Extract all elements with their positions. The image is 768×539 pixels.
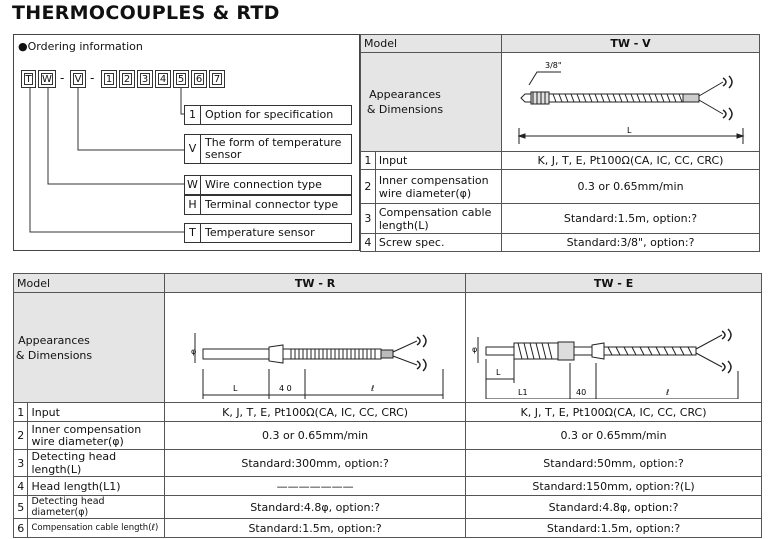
appearance-label: Appearances & Dimensions <box>14 293 165 403</box>
option-row-w: W Wire connection type <box>184 175 352 195</box>
row-num: 1 <box>14 403 28 422</box>
page-title: THERMOCOUPLES & RTD <box>12 2 280 24</box>
row-value-screw-spec: Standard:3/8", option:? <box>502 234 760 252</box>
code-box-4: 4 <box>155 70 171 88</box>
ell-label: ℓ <box>666 388 670 397</box>
row-label-wire-diameter: Inner compensation wire diameter(φ) <box>375 170 501 204</box>
appearance-label: Appearances & Dimensions <box>361 53 502 152</box>
tw-e-head-length-l1: Standard:150mm, option:?(L) <box>466 477 762 496</box>
row-value-input: K, J, T, E, Pt100Ω(CA, IC, CC, CRC) <box>502 152 760 170</box>
tw-e-wire-diameter: 0.3 or 0.65mm/min <box>466 422 762 450</box>
d40-label: 40 <box>576 388 587 397</box>
code-box-w: W <box>38 70 56 88</box>
option-row-h: H Terminal connector type <box>184 195 352 215</box>
row-label-wire-diameter: Inner compensation wire diameter(φ) <box>28 422 165 450</box>
tw-e-cable-length: Standard:1.5m, option:? <box>466 519 762 538</box>
row-num: 4 <box>361 234 376 252</box>
code-box-6: 6 <box>191 70 207 88</box>
tw-v-sensor-drawing <box>503 54 759 149</box>
phi-label: φ <box>191 347 197 356</box>
code-dash: - <box>60 71 65 85</box>
l-label: L <box>496 368 501 377</box>
row-num: 3 <box>361 204 376 234</box>
tw-e-input: K, J, T, E, Pt100Ω(CA, IC, CC, CRC) <box>466 403 762 422</box>
code-box-2: 2 <box>119 70 135 88</box>
code-box-5: 5 <box>173 70 189 88</box>
tw-r-cable-length: Standard:1.5m, option:? <box>165 519 466 538</box>
option-row-v: V The form of temperature sensor <box>184 134 352 164</box>
code-box-1: 1 <box>101 70 117 88</box>
row-label-cable-length: Compensation cable length(L) <box>375 204 501 234</box>
row-label-screw-spec: Screw spec. <box>375 234 501 252</box>
row-value-wire-diameter: 0.3 or 0.65mm/min <box>502 170 760 204</box>
tw-r-drawing-cell <box>165 293 466 403</box>
row-num: 6 <box>14 519 28 538</box>
model-tw-v: TW - V <box>502 35 760 53</box>
row-label-input: Input <box>375 152 501 170</box>
tw-r-head-length-l1: ——————— <box>165 477 466 496</box>
phi-label: φ <box>472 345 478 354</box>
row-num: 5 <box>14 496 28 519</box>
row-num: 2 <box>361 170 376 204</box>
tw-r-e-table <box>13 273 762 538</box>
l1-label: L1 <box>518 388 528 397</box>
model-tw-r: TW - R <box>165 274 466 293</box>
l-label: L <box>233 384 238 393</box>
tw-r-input: K, J, T, E, Pt100Ω(CA, IC, CC, CRC) <box>165 403 466 422</box>
row-num: 2 <box>14 422 28 450</box>
tw-e-drawing <box>466 293 760 399</box>
model-label: Model <box>14 274 165 293</box>
row-value-cable-length: Standard:1.5m, option:? <box>502 204 760 234</box>
tw-r-head-diameter: Standard:4.8φ, option:? <box>165 496 466 519</box>
code-dash: - <box>90 71 95 85</box>
thread-label: 3/8" <box>545 61 562 70</box>
row-label-head-diameter: Detecting head diameter(φ) <box>28 496 165 519</box>
option-row-1: 1 Option for specification <box>184 105 352 125</box>
tw-r-drawing <box>165 293 464 399</box>
tw-e-head-length: Standard:50mm, option:? <box>466 450 762 477</box>
row-label-head-length: Detecting head length(L) <box>28 450 165 477</box>
row-num: 1 <box>361 152 376 170</box>
code-box-t: T <box>21 70 36 88</box>
row-label-input: Input <box>28 403 165 422</box>
d40-label: 4 0 <box>279 384 292 393</box>
ell-label: ℓ <box>371 384 375 393</box>
length-label: L <box>627 126 632 135</box>
tw-r-head-length: Standard:300mm, option:? <box>165 450 466 477</box>
code-box-7: 7 <box>209 70 225 88</box>
ordering-heading: ●Ordering information <box>18 40 143 53</box>
code-box-3: 3 <box>137 70 153 88</box>
code-box-v: V <box>70 70 86 88</box>
row-num: 4 <box>14 477 28 496</box>
model-label: Model <box>361 35 502 53</box>
tw-e-drawing-cell <box>466 293 762 403</box>
tw-e-head-diameter: Standard:4.8φ, option:? <box>466 496 762 519</box>
option-row-t: T Temperature sensor <box>184 223 352 243</box>
model-tw-e: TW - E <box>466 274 762 293</box>
tw-r-wire-diameter: 0.3 or 0.65mm/min <box>165 422 466 450</box>
row-label-head-length-l1: Head length(L1) <box>28 477 165 496</box>
row-label-cable-length: Compensation cable length(ℓ) <box>28 519 165 538</box>
row-num: 3 <box>14 450 28 477</box>
